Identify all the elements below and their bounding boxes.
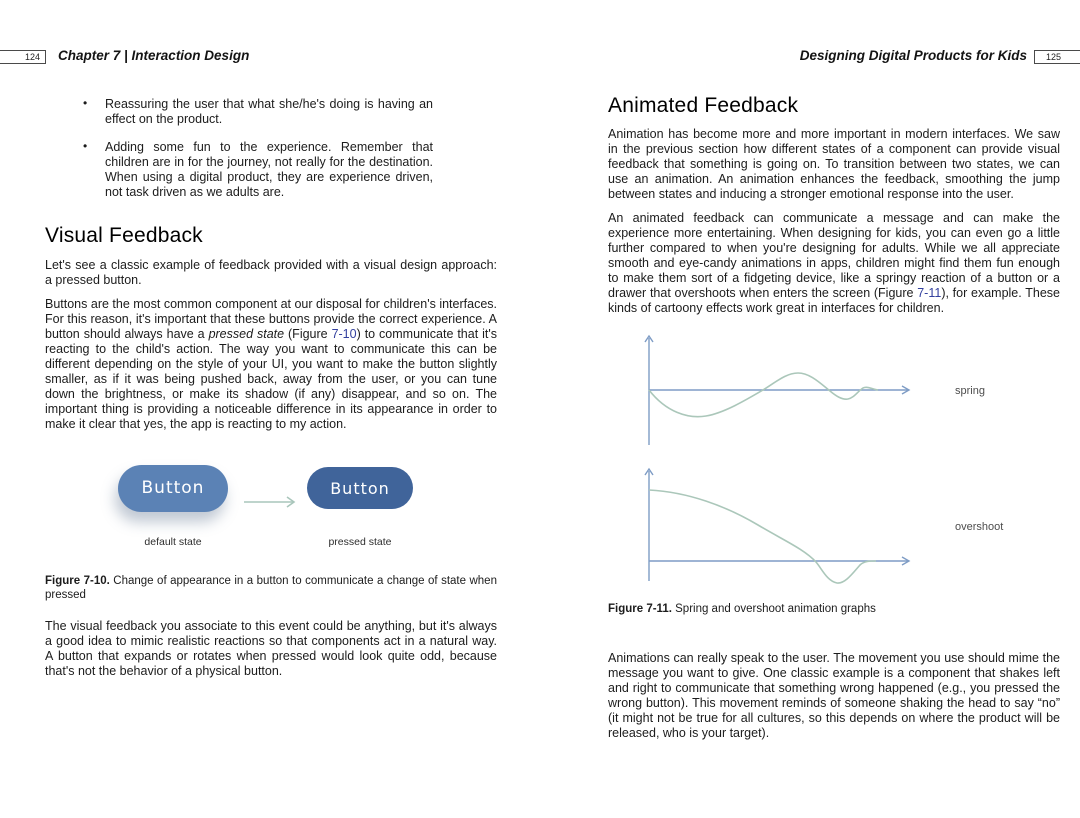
paragraph-text: Buttons are the most common component at our disposal for children's interfaces. For this reason, it's important that these buttons provide the correct experience. A button should always have a	[45, 297, 497, 341]
figure-caption-label: Figure 7-10.	[45, 575, 110, 587]
bullet-icon: •	[83, 96, 88, 110]
page-number-right-value: 125	[1045, 52, 1062, 62]
paragraph-text: ), for example. These kinds of cartoony effects work great in interfaces for children.	[608, 286, 1060, 315]
button-illustration-label: Button	[330, 478, 390, 498]
default-button-illustration	[118, 465, 228, 512]
button-illustration-label: Button	[141, 478, 205, 498]
figure-reference-link[interactable]: 7-11	[917, 286, 942, 300]
page-number-left	[0, 50, 46, 64]
figure-caption-text: Spring and overshoot animation graphs	[675, 603, 876, 615]
running-head-left: Chapter 7 | Interaction Design	[58, 48, 250, 63]
page-number-left-value: 124	[24, 52, 40, 62]
spring-graph	[608, 328, 928, 458]
figure-caption	[45, 574, 497, 602]
list-item	[83, 139, 433, 200]
pressed-button-illustration	[307, 467, 413, 509]
spring-graph-label: spring	[955, 385, 985, 397]
overshoot-graph	[608, 461, 928, 591]
paragraph: Let's see a classic example of feedback provided with a visual design approach: a pressed button.	[45, 258, 497, 287]
list-item	[83, 96, 433, 127]
right-page-column	[608, 0, 1060, 741]
bullet-list	[45, 97, 497, 200]
running-head-right: Designing Digital Products for Kids	[799, 48, 1027, 63]
figure-caption	[608, 602, 1060, 616]
paragraph: The visual feedback you associate to this event could be anything, but it's always a good idea to mimic realistic reactions so that components act in a natural way. A button that expands or rotates when pressed would look quite odd, because that's not the behavior of a physical button.	[45, 619, 497, 678]
paragraph	[608, 211, 1060, 316]
figure-caption-text: Change of appearance in a button to communicate a change of state when pressed	[45, 575, 497, 601]
emphasized-text: pressed state	[208, 327, 285, 341]
overshoot-graph-label: overshoot	[955, 521, 1004, 533]
default-state-label: default state	[144, 536, 202, 548]
section-heading-visual-feedback: Visual Feedback	[45, 224, 203, 247]
pressed-state-label: pressed state	[328, 536, 392, 548]
bullet-text: Reassuring the user that what she/he's doing is having an effect on the product.	[105, 97, 433, 126]
paragraph	[45, 297, 497, 432]
paragraph: Animations can really speak to the user. The movement you use should mime the message you want to give. One classic example is a component that shakes left and right to communicate that something wrong happened (e.g., you pressed the wrong button). This movement reminds of someone shaking the head to say “no” (it might not be true for all cultures, so this depends on where the product will be released, who is your target).	[608, 651, 1060, 740]
paragraph-text: ) to communicate that it's reacting to the child's action. The way you want to communicate this can be different depending on the style of your UI, you want to make the button slightly smaller, as if it was being pushed back, away from the user, or you can tune down the brightness, or make its shadow (if any) disappear, and so on. The important thing is providing a noticeable difference in its appearance in order to make it clear that yes, the app is reacting to my action.	[45, 327, 498, 431]
figure-7-10-illustration	[45, 462, 497, 562]
section-heading-animated-feedback: Animated Feedback	[608, 94, 799, 117]
figure-caption-label: Figure 7-11.	[608, 603, 672, 615]
left-page-column	[45, 0, 497, 679]
figure-7-11-illustration	[608, 328, 1060, 596]
paragraph-text: An animated feedback can communicate a message and can make the experience more entertaining. When designing for kids, you can even go a little further compared to when you're designing for adults. While we all appreciate smooth and eye-candy animations in apps, children might find them fun enough to make them sort of a fidgeting device, like a springy reaction of a button or a drawer that overshoots when enters the screen (Figure	[608, 211, 1060, 300]
bullet-text: Adding some fun to the experience. Remember that children are in for the journey, not really for the destination. When using a digital product, they are experience driven, not task driven as we adults are.	[105, 140, 433, 199]
paragraph-text: (Figure	[284, 327, 332, 341]
arrow-right-icon	[243, 495, 299, 509]
paragraph: Animation has become more and more important in modern interfaces. We saw in the previous section how different states of a component can provide visual feedback that something is going on. To transition between two states, we can use an animation. An animation enhances the feedback, smoothing the jump between states and inducing a stronger emotional response into the user.	[608, 127, 1060, 201]
bullet-icon: •	[83, 139, 88, 153]
figure-reference-link[interactable]: 7-10	[331, 327, 357, 341]
